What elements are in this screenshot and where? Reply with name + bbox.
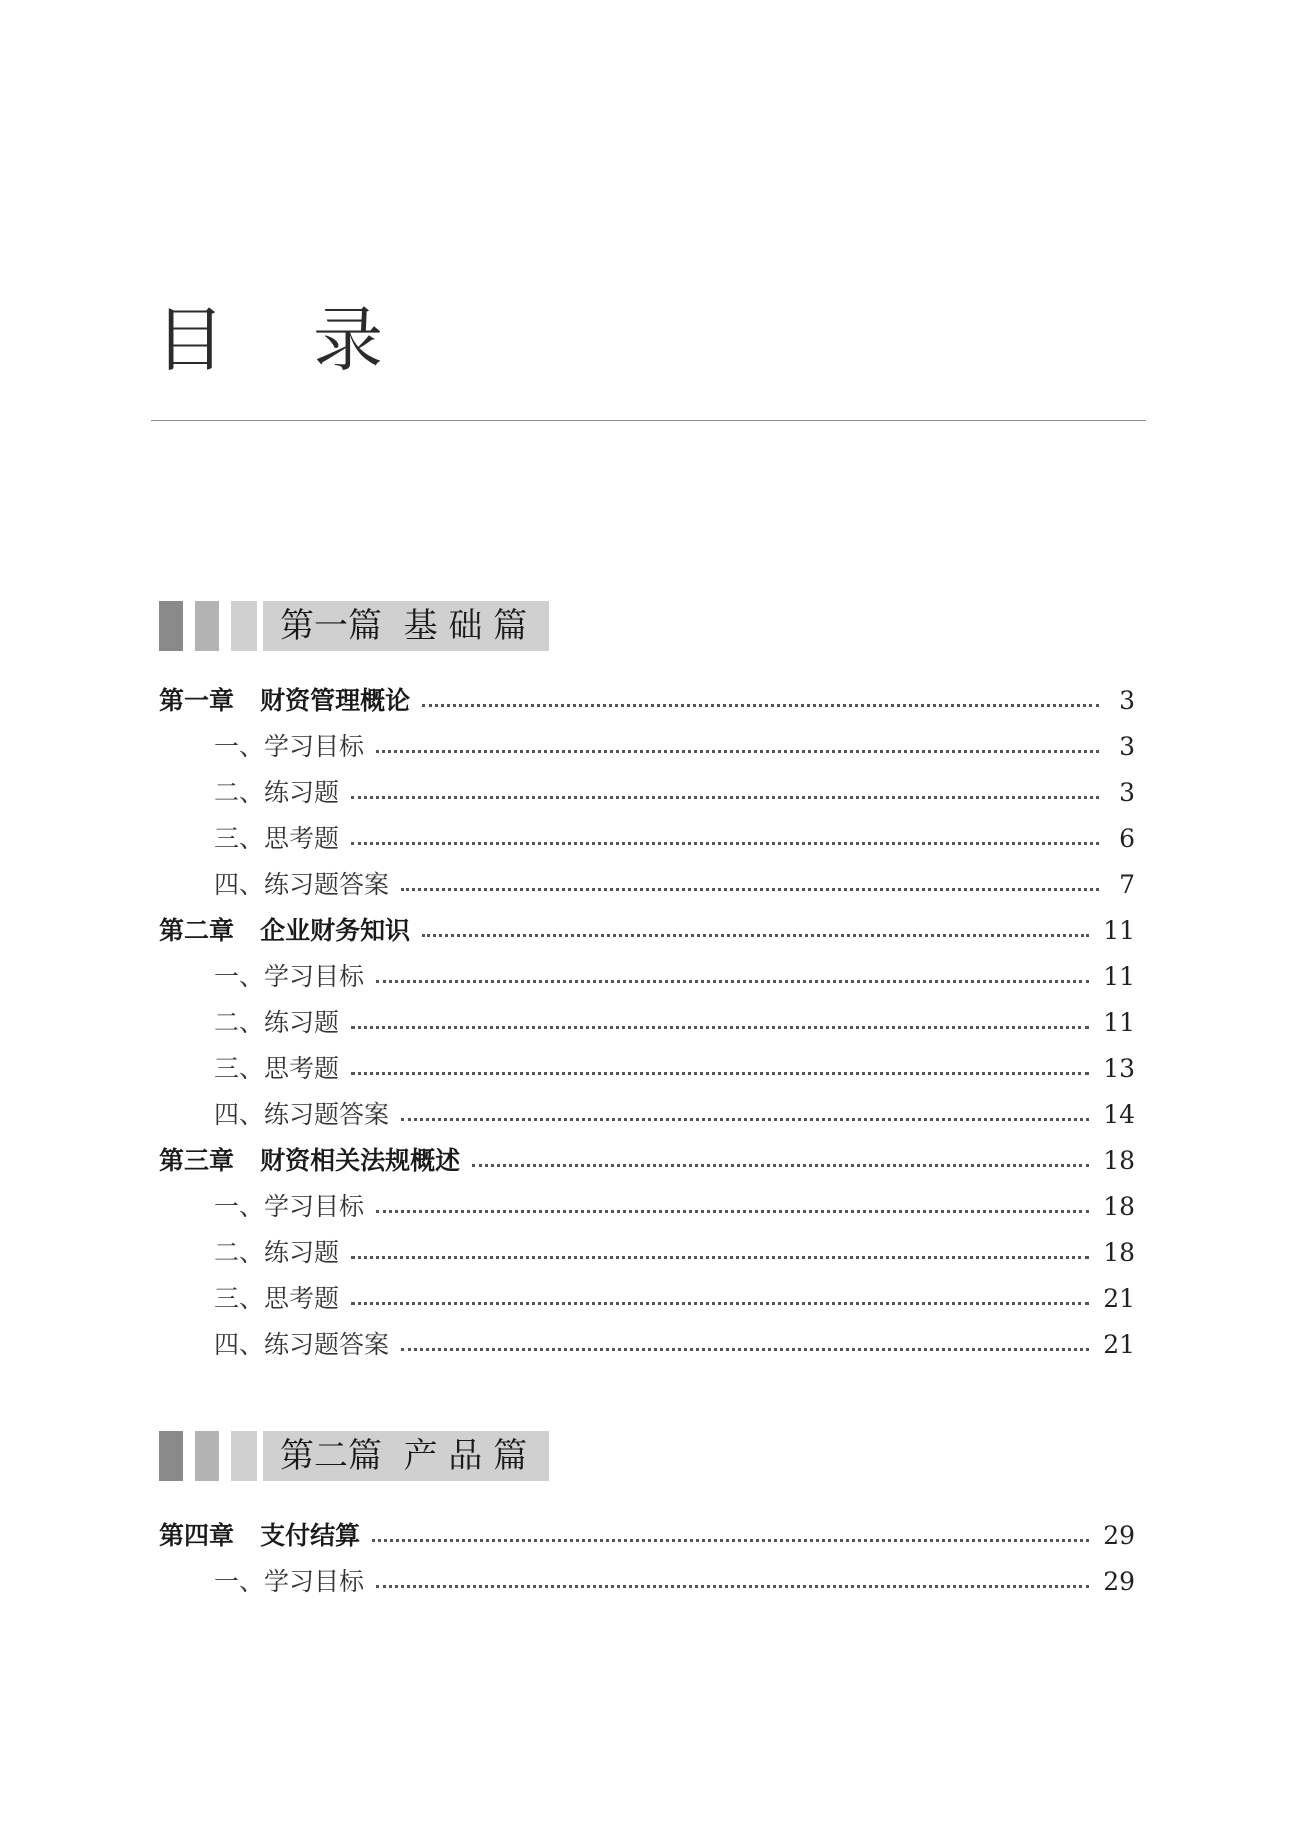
page-number: 11 bbox=[1103, 962, 1135, 991]
toc-section-entry[interactable] bbox=[159, 1046, 1135, 1092]
part-title: 第二篇 产 品 篇 bbox=[263, 1431, 549, 1481]
toc-section-entry[interactable] bbox=[159, 1092, 1135, 1138]
header-bar-medium bbox=[195, 1431, 219, 1481]
dot-leader bbox=[376, 1585, 1089, 1588]
page-number: 18 bbox=[1103, 1146, 1135, 1175]
dot-leader bbox=[372, 1539, 1089, 1542]
toc-entry-title: 第四章 支付结算 bbox=[159, 1521, 361, 1550]
toc-entry-title: 三、思考题 bbox=[214, 1284, 340, 1313]
toc-section-entry[interactable] bbox=[159, 770, 1135, 816]
dot-leader bbox=[351, 1302, 1089, 1305]
toc-chapter-entry[interactable] bbox=[159, 678, 1135, 724]
title-divider bbox=[151, 420, 1146, 421]
dot-leader bbox=[376, 1210, 1089, 1213]
toc-section-entry[interactable] bbox=[159, 1184, 1135, 1230]
header-bar-dark bbox=[159, 1431, 183, 1481]
toc-chapter-entry[interactable] bbox=[159, 908, 1135, 954]
toc-entry-title: 二、练习题 bbox=[214, 778, 340, 807]
dot-leader bbox=[376, 980, 1089, 983]
page-number: 13 bbox=[1103, 1054, 1135, 1083]
toc-entry-title: 一、学习目标 bbox=[214, 962, 365, 991]
dot-leader bbox=[376, 750, 1099, 753]
toc-section-entry[interactable] bbox=[159, 816, 1135, 862]
toc-entry-title: 第一章 财资管理概论 bbox=[159, 686, 411, 715]
page-number: 18 bbox=[1103, 1238, 1135, 1267]
toc-entry-title: 四、练习题答案 bbox=[214, 1330, 390, 1359]
toc-entry-title: 四、练习题答案 bbox=[214, 870, 390, 899]
dot-leader bbox=[351, 1072, 1089, 1075]
dot-leader bbox=[351, 1026, 1089, 1029]
header-bar-light bbox=[231, 1431, 257, 1481]
header-bar-light bbox=[231, 601, 257, 651]
dot-leader bbox=[401, 1348, 1089, 1351]
dot-leader bbox=[351, 796, 1099, 799]
page-number: 11 bbox=[1103, 1008, 1135, 1037]
dot-leader bbox=[422, 704, 1099, 707]
toc-section-entry[interactable] bbox=[159, 1230, 1135, 1276]
toc-title bbox=[155, 295, 383, 385]
toc-list-part-1 bbox=[159, 678, 1135, 1368]
toc-entry-title: 四、练习题答案 bbox=[214, 1100, 390, 1129]
part-title: 第一篇 基 础 篇 bbox=[263, 601, 549, 651]
page-number: 29 bbox=[1103, 1521, 1135, 1550]
toc-section-entry[interactable] bbox=[159, 724, 1135, 770]
toc-section-entry[interactable] bbox=[159, 954, 1135, 1000]
toc-section-entry[interactable] bbox=[159, 862, 1135, 908]
toc-entry-title: 第三章 财资相关法规概述 bbox=[159, 1146, 461, 1175]
page-number: 7 bbox=[1119, 870, 1135, 899]
part-header-1 bbox=[159, 601, 549, 651]
page-number: 21 bbox=[1103, 1330, 1135, 1359]
title-char-1: 目 bbox=[155, 299, 225, 381]
toc-entry-title: 二、练习题 bbox=[214, 1008, 340, 1037]
page-number: 18 bbox=[1103, 1192, 1135, 1221]
dot-leader bbox=[351, 842, 1099, 845]
dot-leader bbox=[351, 1256, 1089, 1259]
toc-chapter-entry[interactable] bbox=[159, 1138, 1135, 1184]
toc-entry-title: 一、学习目标 bbox=[214, 1567, 365, 1596]
page-number: 29 bbox=[1103, 1567, 1135, 1596]
page-number: 3 bbox=[1119, 778, 1135, 807]
dot-leader bbox=[401, 888, 1099, 891]
toc-entry-title: 一、学习目标 bbox=[214, 732, 365, 761]
toc-entry-title: 第二章 企业财务知识 bbox=[159, 916, 411, 945]
page-number: 3 bbox=[1119, 732, 1135, 761]
toc-chapter-entry[interactable] bbox=[159, 1513, 1135, 1559]
page-number: 21 bbox=[1103, 1284, 1135, 1313]
dot-leader bbox=[472, 1164, 1089, 1167]
page-number: 6 bbox=[1119, 824, 1135, 853]
toc-section-entry[interactable] bbox=[159, 1559, 1135, 1605]
toc-section-entry[interactable] bbox=[159, 1276, 1135, 1322]
toc-section-entry[interactable] bbox=[159, 1000, 1135, 1046]
toc-entry-title: 三、思考题 bbox=[214, 1054, 340, 1083]
toc-section-entry[interactable] bbox=[159, 1322, 1135, 1368]
dot-leader bbox=[401, 1118, 1089, 1121]
page-number: 11 bbox=[1103, 916, 1135, 945]
header-bar-dark bbox=[159, 601, 183, 651]
toc-list-part-2 bbox=[159, 1513, 1135, 1605]
part-header-2 bbox=[159, 1431, 549, 1481]
header-bar-medium bbox=[195, 601, 219, 651]
toc-entry-title: 三、思考题 bbox=[214, 824, 340, 853]
toc-entry-title: 二、练习题 bbox=[214, 1238, 340, 1267]
page-number: 3 bbox=[1119, 686, 1135, 715]
dot-leader bbox=[422, 934, 1089, 937]
toc-entry-title: 一、学习目标 bbox=[214, 1192, 365, 1221]
page-number: 14 bbox=[1103, 1100, 1135, 1129]
title-char-2: 录 bbox=[313, 299, 383, 381]
